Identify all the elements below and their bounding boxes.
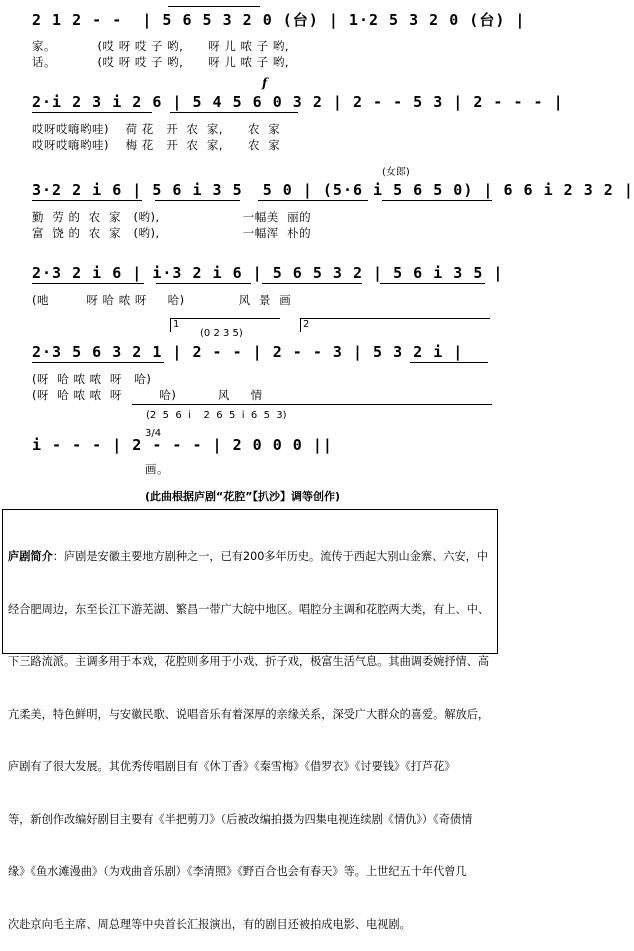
underline-beam [380, 283, 485, 284]
score-row-4-notes: 2·3 2 i 6 | i·3 2 i 6 | 5 6 5 3 2 | 5 6 i 3 5 | [32, 264, 504, 282]
underline-beam [155, 200, 240, 201]
underline-beam [262, 283, 362, 284]
score-row-1-lyric-1: 家。 (哎 呀 哎 子 哟, 呀 儿 哝 子 哟, [32, 39, 290, 53]
volta-bracket [300, 318, 301, 332]
score-row-3-lyric-1: 勤 劳 的 农 家 (哟), 一幅美 丽的 [32, 210, 312, 224]
intro-line-8: 次赴京向毛主席、周总理等中央首长汇报演出，有的剧目还被拍成电影、电视剧。 [8, 917, 411, 931]
score-row-5-notes: 2·3 5 6 3 2 1 | 2 - - | 2 - - 3 | 5 3 2 i | [32, 343, 464, 361]
intro-line-4: 亢柔美，特色鲜明，与安徽民歌、说唱音乐有着深厚的亲缘关系，深受广大群众的喜爱。解放后， [8, 707, 490, 721]
intro-line-2: 经合肥周边，东至长江下游芜湖、繁昌一带广大皖中地区。唱腔分主调和花腔两大类，有上、中、 [8, 602, 490, 616]
score-row-3-notes: 3·2 2 i 6 | 5 6 i 3 5 5 0 | (5·6 i 5 6 5 0) | 6 6 i 2 3 2 | [32, 181, 634, 199]
score-row-6-lyric: 画。 [145, 462, 169, 476]
intro-line-5: 庐剧有了很大发展。其优秀传唱剧目有《休丁香》《秦雪梅》《借罗衣》《讨要钱》《打芦花》 [8, 760, 456, 773]
intro-line-7: 缘》《鱼水滩漫曲》（为戏曲音乐剧）《李清照》《野百合也会有春天》等。上世纪五十年代曾几 [8, 865, 467, 878]
score-row-4-lyric-1: (吔 呀 哈 哝 呀 哈) 风 景 画 [32, 293, 292, 307]
score-row-1-notes: 2 1 2 - - | 5 6 5 3 2 0 (台) | 1·2 5 3 2 0 (台) | [32, 11, 526, 29]
credit-line: (此曲根据庐剧“花腔”【扒沙】调等创作) [145, 490, 341, 503]
underline-beam [170, 112, 298, 113]
score-row-2-notes: 2·i 2 3 i 2 6 | 5 4 5 6 0 3 2 | 2 - - 5 3 | 2 - - - | [32, 93, 564, 111]
underline-beam [32, 283, 144, 284]
volta-2-label: 2 [303, 319, 310, 330]
score-row-6-notes: i - - - | 2 - - - | 2 0 0 0 || [32, 436, 333, 454]
score-row-5-lyric-2: (呀 哈 哝 哝 呀 哈) 风 情 [32, 388, 263, 402]
volta-bracket [300, 318, 490, 319]
role-label: (女郎) [382, 167, 410, 178]
underline-beam [32, 112, 152, 113]
intro-heading: 庐剧简介 [8, 550, 53, 563]
underline-beam [156, 283, 251, 284]
intro-text [8, 513, 492, 951]
score-row-5-lyric-1: (呀 哈 哝 哝 呀 哈) [32, 372, 152, 386]
intro-line-6: 等，新创作改编好剧目主要有《半把剪刀》（后被改编拍摄为四集电视连续剧《情仇》）《奇债情 [8, 812, 473, 826]
underline-beam [382, 200, 492, 201]
underline-beam [32, 200, 142, 201]
intro-line-3: 下三路流派。主调多用于本戏，花腔则多用于小戏、折子戏，极富生活气息。其曲调委婉抒情、高 [8, 655, 490, 668]
instrumental-intro: (2 5 6 i 2 6 5 i 6 5 3) [146, 410, 287, 421]
dynamic-mark-forte: f [262, 76, 268, 90]
underline-beam [258, 200, 368, 201]
underline-beam [32, 362, 164, 363]
volta-bracket [170, 318, 171, 332]
score-row-1-lyric-2: 话。 (哎 呀 哎 子 哟, 呀 儿 哝 子 哟, [32, 55, 290, 69]
inner-figure: (0 2 3 5) [200, 328, 243, 339]
underline-beam [410, 362, 488, 363]
score-row-2-lyric-2: 哎呀哎嗨哟哇) 梅 花 开 农 家, 农 家 [32, 138, 281, 152]
score-row-3-lyric-2: 富 饶 的 农 家 (哟), 一幅浑 朴的 [32, 226, 312, 240]
volta-bracket [170, 318, 280, 319]
volta-1-label: 1 [173, 319, 180, 330]
intro-line-1: 庐剧简介：庐剧是安徽主要地方剧种之一，已有200多年历史。流传于西起大别山金寨、六安，中 [8, 550, 489, 563]
beam-line [168, 6, 260, 7]
time-signature: 3/4 [145, 428, 162, 439]
score-row-2-lyric-1: 哎呀哎嗨哟哇) 荷 花 开 农 家, 农 家 [32, 122, 281, 136]
brace-line [132, 404, 492, 405]
